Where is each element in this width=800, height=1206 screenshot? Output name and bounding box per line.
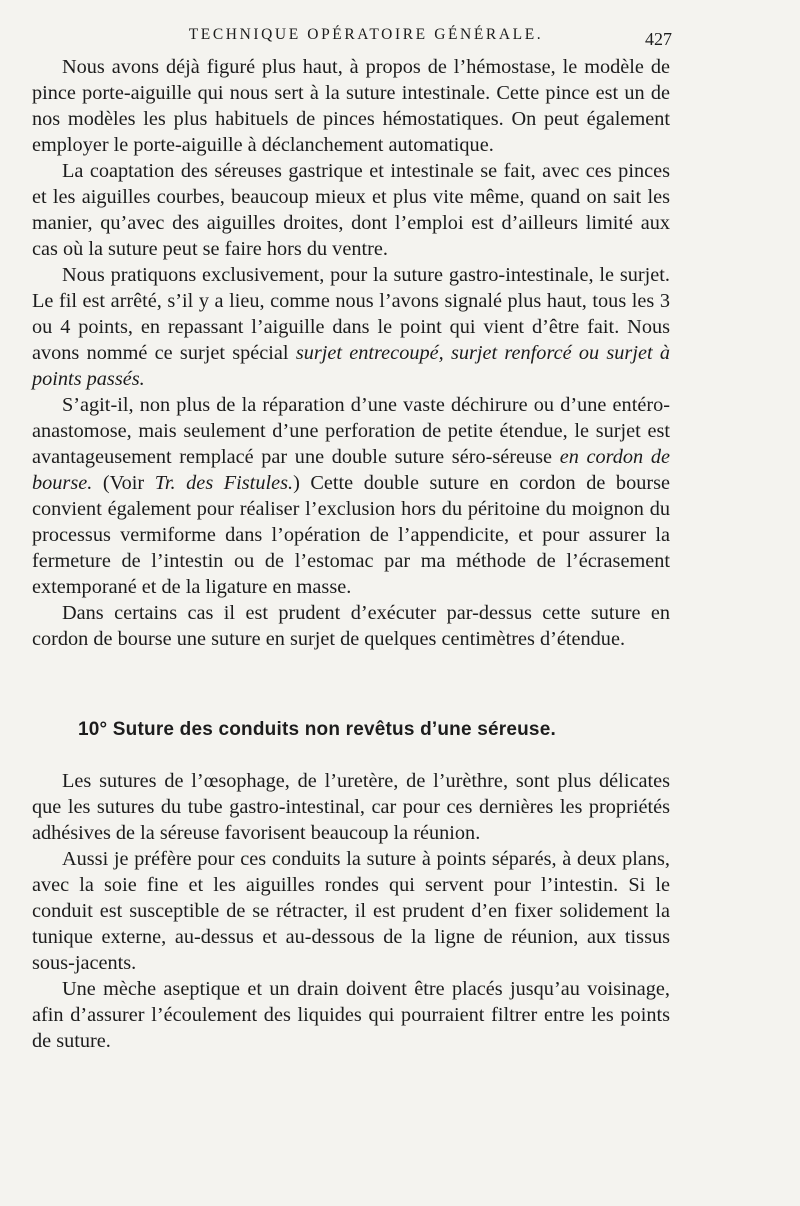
paragraph: Une mèche aseptique et un drain doivent être placés jusqu’au voisinage, afin d’assurer l’écoulement des liquides qui pourraient filtrer entre les points de suture. [32,978,670,1052]
body-text [32,54,670,652]
paragraph-text: ) Cette double suture en cordon de bourse convient également pour réaliser l’exclusion hors du péritoine du moignon du processus vermiforme dans l’opération de l’appendicite, et pour assurer la fermeture de l’intestin ou de l’estomac par ma méthode de l’écrasement extemporané et de la ligature en masse. [32,472,670,598]
italic-term: en cordon de bourse. [32,446,670,494]
paragraph [32,54,670,158]
paragraph-text: Nous avons déjà figuré plus haut, à propos de l’hémostase, le modèle de pince porte-aiguille qui nous sert à la suture intestinale. Cette pince est un de nos modèles les plus habituels de pinces hémostatiques. On peut également employer le porte-aiguille à déclanchement automatique. [32,56,670,156]
paragraph-text: La coaptation des séreuses gastrique et intestinale se fait, avec ces pinces et les aiguilles courbes, beaucoup mieux et plus vite même, quand on sait les manier, qu’avec des aiguilles droites, dont l’emploi est d’ailleurs limité aux cas où la suture peut se faire hors du ventre. [32,160,670,260]
paragraph [32,600,670,652]
page-number: 427 [645,29,672,49]
paragraph: Les sutures de l’œsophage, de l’uretère, de l’urèthre, sont plus délicates que les sutures du tube gastro-intestinal, car pour ces dernières les propriétés adhésives de la séreuse favorisent beaucoup la réunion. [32,770,670,844]
paragraph [32,158,670,262]
paragraph-text: Dans certains cas il est prudent d’exécuter par-dessus cette suture en cordon de bourse une suture en surjet de quelques centimètres d’étendue. [32,602,670,650]
paragraph-text: (Voir [92,472,155,494]
paragraph: Aussi je préfère pour ces conduits la suture à points séparés, à deux plans, avec la soie fine et les aiguilles rondes qui servent pour l’intestin. Si le conduit est susceptible de se rétracter, il est prudent d’en fixer solidement la tunique externe, au-dessus et au-dessous de la ligne de réunion, aux tissus sous-jacents. [32,848,670,974]
paragraph-text: S’agit-il, non plus de la réparation d’une vaste déchirure ou d’une entéro-anastomose, mais seulement d’une perforation de petite étendue, le surjet est avantageusement remplacé par une double suture séro-séreuse [32,394,670,468]
paragraph [32,262,670,392]
section-body [32,768,670,1054]
running-head [32,24,670,54]
italic-term: surjet entrecoupé, surjet renforcé ou surjet à points passés. [32,342,670,390]
italic-reference: Tr. des Fistules. [154,472,294,494]
paragraph [32,392,670,600]
section-heading: 10° Suture des conduits non revêtus d’une séreuse. [78,719,556,740]
paragraph-text: Nous pratiquons exclusivement, pour la suture gastro-intestinale, le surjet. Le fil est arrêté, s’il y a lieu, comme nous l’avons signalé plus haut, tous les 3 ou 4 points, en repassant l’aiguille dans le point qui vient d’être fait. Nous avons nommé ce surjet spécial [32,264,670,364]
running-title: TECHNIQUE OPÉRATOIRE GÉNÉRALE. [188,26,544,43]
